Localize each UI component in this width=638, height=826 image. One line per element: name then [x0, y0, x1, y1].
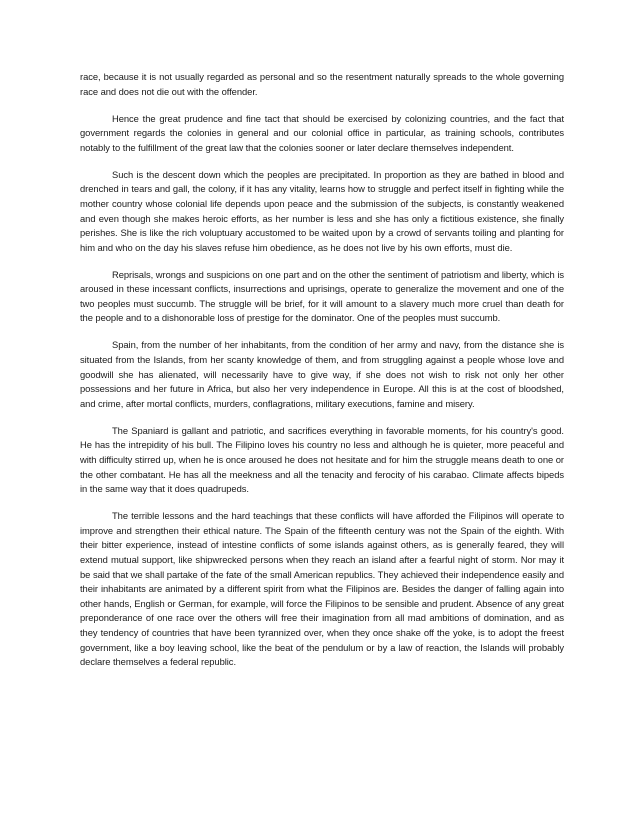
document-page	[80, 70, 564, 682]
paragraph-6: The Spaniard is gallant and patriotic, and sacrifices everything in favorable moments, for his country's good. He has the intrepidity of his bull. The Filipino loves his country no less and although he is quieter, more peaceful and with difficulty stirred up, when he is once aroused he does not hesitate and for him the struggle means death to one or the other combatant. He has all the meekness and all the tenacity and ferocity of his carabao. Climate affects bipeds in the same way that it does quadrupeds.	[80, 424, 564, 495]
paragraph-5: Spain, from the number of her inhabitants, from the condition of her army and navy, from the distance she is situated from the Islands, from her scanty knowledge of them, and from struggling against a people whose love and goodwill she has alienated, will necessarily have to give way, if she does not wish to risk not only her other possessions and her future in Africa, but also her very independence in Europe. All this is at the cost of bloodshed, and crime, after mortal conflicts, murders, conflagrations, military executions, famine and misery.	[80, 339, 564, 409]
paragraph-7: The terrible lessons and the hard teachings that these conflicts will have afforded the Filipinos will operate to improve and strengthen their ethical nature. The Spain of the fifteenth century was not the Spain of the eighth. With their bitter experience, instead of intestine conflicts of some islands against others, as is generally feared, they will extend mutual support, like shipwrecked persons when they reach an island after a fearful night of storm. Nor may it be said that we shall partake of the fate of the small American republics. They achieved their independence easily and their inhabitants are animated by a different spirit from what the Filipinos are. Besides the danger of falling again into other hands, English or German, for example, will force the Filipinos to be sensible and prudent. Absence of any great preponderance of one race over the others will free their imagination from all mad ambitions of domination, and as they tendency of countries that have been tyrannized over, when they once shake off the yoke, is to adopt the freest government, like a boy leaving school, like the beat of the pendulum or by a law of reaction, the Islands will probably declare themselves a federal republic.	[80, 510, 564, 668]
paragraph-1: race, because it is not usually regarded as personal and so the resentment naturally spreads to the whole governing race and does not die out with the offender.	[80, 71, 564, 97]
paragraph-2: Hence the great prudence and fine tact that should be exercised by colonizing countries, and the fact that government regards the colonies in general and our colonial office in particular, as training schools, contributes notably to the fulfillment of the great law that the colonies sooner or later declare themselves independent.	[80, 112, 564, 153]
paragraph-3: Such is the descent down which the peoples are precipitated. In proportion as they are bathed in blood and drenched in tears and gall, the colony, if it has any vitality, learns how to struggle and perfect itself in fighting while the mother country whose colonial life depends upon peace and the submission of the subjects, is constantly weakened and even though she makes heroic efforts, as her number is less and she has only a fictitious existence, she finally perishes. She is like the rich voluptuary accustomed to be waited upon by a crowd of servants toiling and planting for him and who on the day his slaves refuse him obedience, as he does not live by his own efforts, must die.	[80, 168, 564, 253]
paragraph-4: Reprisals, wrongs and suspicions on one part and on the other the sentiment of patriotism and liberty, which is aroused in these incessant conflicts, insurrections and uprisings, operate to generalize the movement and one of the two peoples must succumb. The struggle will be brief, for it will amount to a slavery much more cruel than death for the people and to a dishonorable loss of prestige for the dominator. One of the peoples must succumb.	[80, 268, 564, 324]
